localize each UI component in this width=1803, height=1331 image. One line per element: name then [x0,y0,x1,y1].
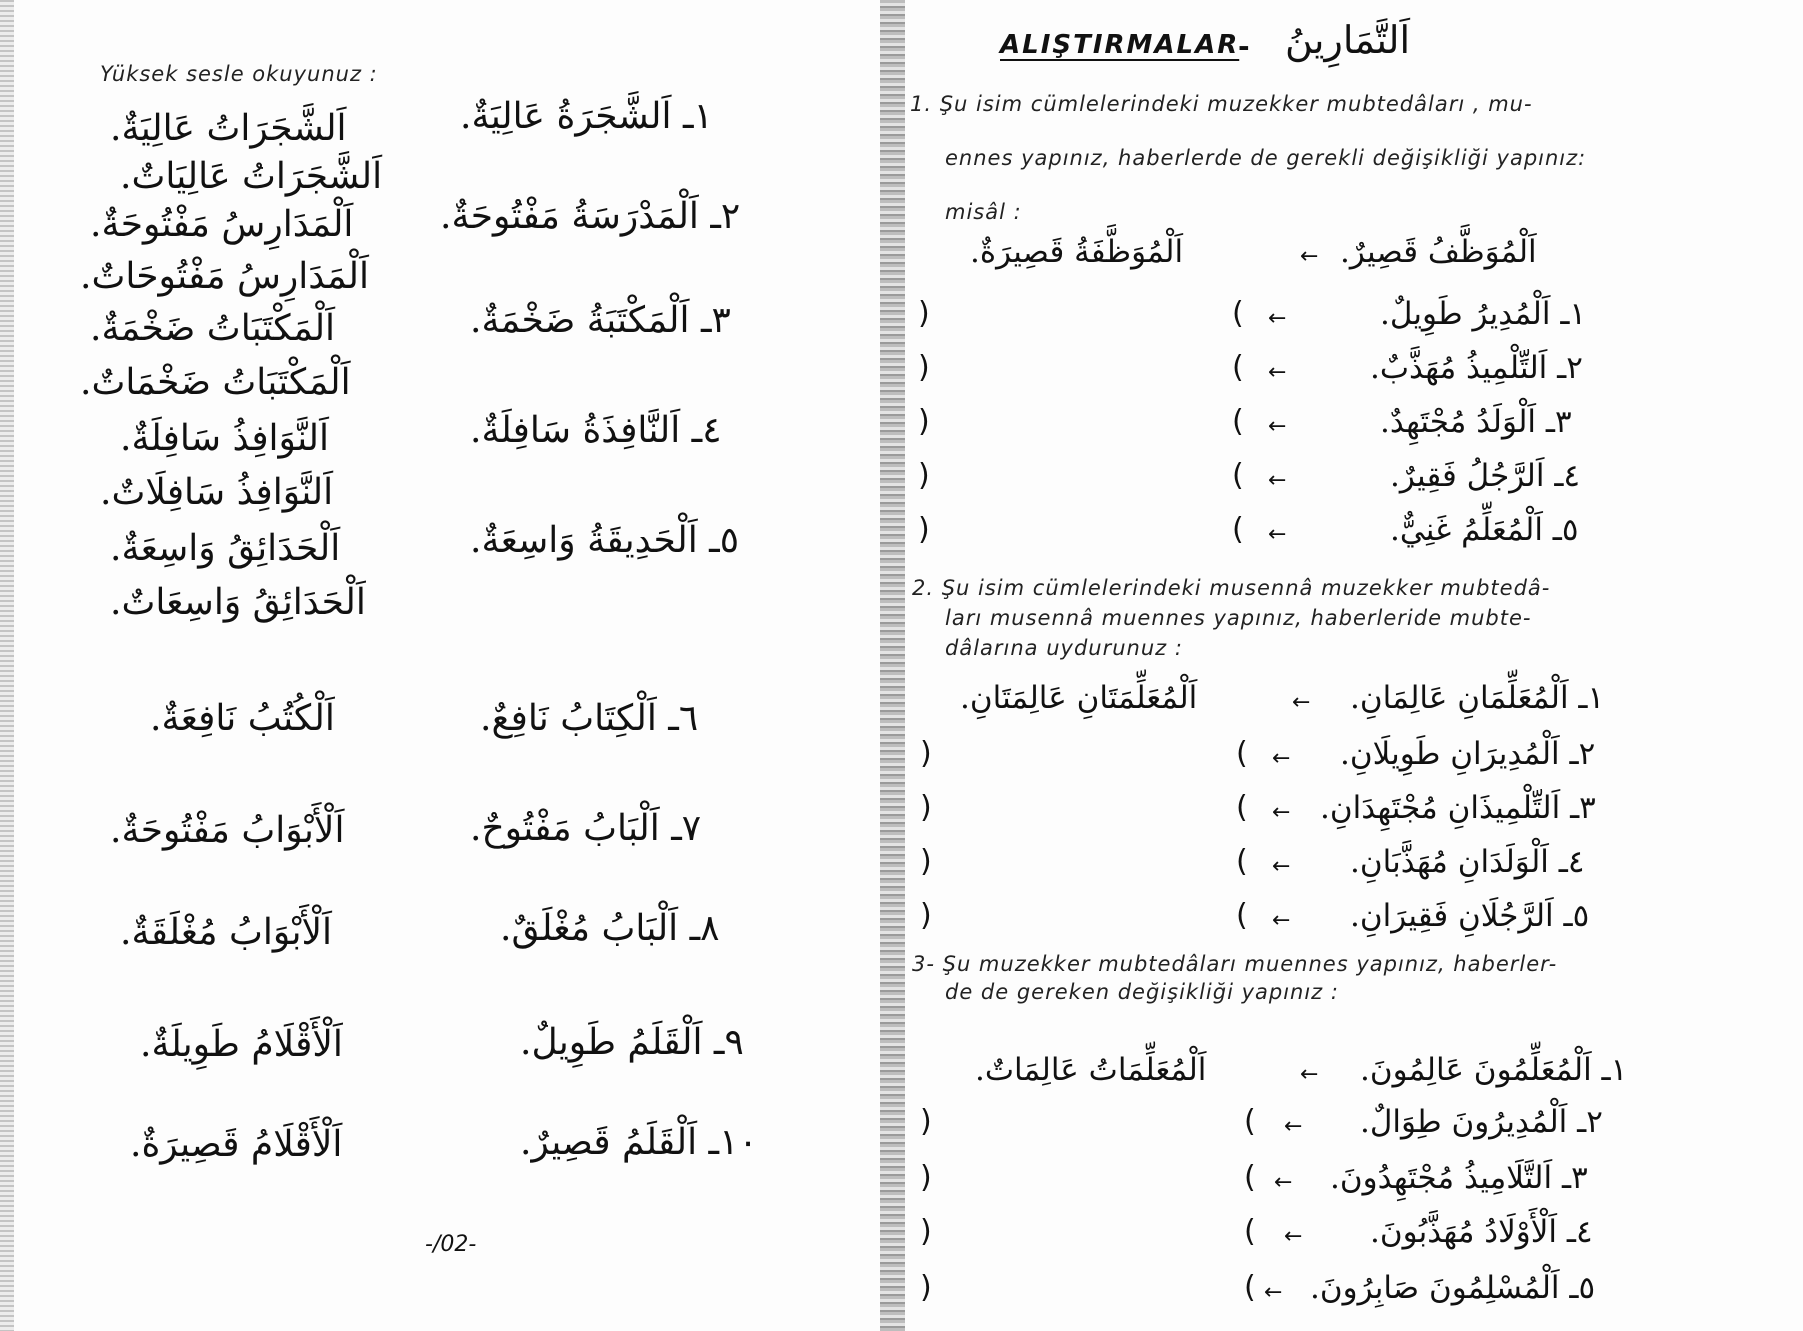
exercise3-example-left: ١ـ اَلْمُعَلِّمُونَ عَالِمُونَ. [1360,1052,1628,1088]
right-page [905,0,1803,1331]
singular-sentence-9: ٩ـ اَلْقَلَمُ طَوِيلٌ. [520,1022,744,1063]
exercise3-item-4: ٤ـ اَلْأَوْلَادُ مُهَذَّبُونَ. [1370,1214,1593,1250]
answer-paren-close: ) [920,790,932,825]
arrow-icon: ← [1268,468,1287,493]
answer-paren-open: ( [1244,1104,1256,1139]
exercise2-instruction-line3: dâlarına uydurunuz : [945,636,1183,660]
misal-label: misâl : [945,200,1022,224]
exercise1-example-left: اَلْمُوَظَّفُ قَصِيرٌ. [1340,234,1537,270]
arrow-icon: ← [1268,414,1287,439]
plural-sentence-3a: اَلْمَكْتَبَاتُ ضَخْمَةٌ. [90,308,336,349]
singular-sentence-7: ٧ـ اَلْبَابُ مَفْتُوحٌ. [470,808,702,849]
exercise1-example-right: اَلْمُوَظَّفَةُ قَصِيرَةٌ. [970,234,1184,270]
plural-sentence-5a: اَلْحَدَائِقُ وَاسِعَةٌ. [110,528,341,569]
arrow-icon: ← [1272,800,1291,825]
singular-sentence-3: ٣ـ اَلْمَكْتَبَةُ ضَخْمَةٌ. [470,300,731,341]
plural-sentence-6: اَلْكُتُبُ نَافِعَةٌ. [150,698,335,739]
answer-paren-open: ( [1244,1214,1256,1249]
singular-sentence-10: ١٠ـ اَلْقَلَمُ قَصِيرٌ. [520,1122,758,1163]
arrow-icon: ← [1268,306,1287,331]
exercise2-example-left: ١ـ اَلْمُعَلِّمَانِ عَالِمَانِ. [1350,680,1605,716]
book-gutter [880,0,905,1331]
answer-paren-close: ) [918,404,930,439]
exercise2-item-5: ٥ـ اَلرَّجُلَانِ فَقِيرَانِ. [1350,898,1590,934]
exercise3-example-right: اَلْمُعَلِّمَاتُ عَالِمَاتٌ. [975,1052,1207,1088]
exercise3-item-2: ٢ـ اَلْمُدِيرُونَ طِوَالٌ. [1360,1104,1603,1140]
plural-sentence-3b: اَلْمَكْتَبَاتُ ضَخْمَاتٌ. [80,362,351,403]
arrow-icon: ← [1264,1280,1283,1305]
arrow-icon: ← [1272,908,1291,933]
plural-sentence-5b: اَلْحَدَائِقُ وَاسِعَاتٌ. [110,582,366,623]
exercise2-instruction-line2: ları musennâ muennes yapınız, haberleride mubte- [945,606,1532,630]
plural-sentence-7: اَلْأَبْوَابُ مَفْتُوحَةٌ. [110,810,345,851]
heading-dash: - [1238,30,1250,63]
answer-paren-open: ( [1244,1160,1256,1195]
exercise1-instruction-line1: 1. Şu isim cümlelerindeki muzekker mubtedâları , mu- [910,92,1533,116]
arrow-icon: ← [1292,690,1311,715]
answer-paren-open: ( [1236,898,1248,933]
answer-paren-close: ) [918,512,930,547]
plural-sentence-8: اَلْأَبْوَابُ مُغْلَقَةٌ. [120,912,333,953]
answer-paren-open: ( [1236,790,1248,825]
exercise2-item-4: ٤ـ اَلْوَلَدَانِ مُهَذَّبَانِ. [1350,844,1585,880]
singular-sentence-4: ٤ـ اَلنَّافِذَةُ سَافِلَةٌ. [470,410,722,451]
exercise2-example-right: اَلْمُعَلِّمَتَانِ عَالِمَتَانِ. [960,680,1198,716]
exercise1-item-2: ٢ـ اَلتِّلْمِيذُ مُهَذَّبٌ. [1370,350,1583,386]
singular-sentence-6: ٦ـ اَلْكِتَابُ نَافِعٌ. [480,698,699,739]
plural-sentence-10: اَلْأَقْلَامُ قَصِيرَةٌ. [130,1124,343,1165]
arrow-icon: ← [1300,244,1319,269]
arrow-icon: ← [1272,746,1291,771]
exercise1-item-5: ٥ـ اَلْمُعَلِّمُ غَنِيٌّ. [1390,512,1579,548]
answer-paren-open: ( [1232,296,1244,331]
exercise1-item-3: ٣ـ اَلْوَلَدُ مُجْتَهِدٌ. [1380,404,1572,440]
arrow-icon: ← [1274,1170,1293,1195]
answer-paren-open: ( [1232,458,1244,493]
answer-paren-close: ) [918,296,930,331]
exercise2-item-2: ٢ـ اَلْمُدِيرَانِ طَوِيلَانِ. [1340,736,1596,772]
exercise3-item-5: ٥ـ اَلْمُسْلِمُونَ صَابِرُونَ. [1310,1270,1596,1306]
arrow-icon: ← [1284,1114,1303,1139]
plural-sentence-2b: اَلْمَدَارِسُ مَفْتُوحَاتٌ. [80,256,369,297]
exercise2-item-3: ٣ـ اَلتِّلْمِيذَانِ مُجْتَهِدَانِ. [1320,790,1596,826]
answer-paren-open: ( [1236,844,1248,879]
answer-paren-open: ( [1232,350,1244,385]
answer-paren-open: ( [1236,736,1248,771]
plural-sentence-1b: اَلشَّجَرَاتُ عَالِيَاتٌ. [120,156,383,197]
plural-sentence-4b: اَلنَّوَافِذُ سَافِلَاتٌ. [100,472,334,513]
exercise1-instruction-line2: ennes yapınız, haberlerde de gerekli değişikliği yapınız: [945,146,1587,170]
singular-sentence-2: ٢ـ اَلْمَدْرَسَةُ مَفْتُوحَةٌ. [440,196,741,237]
singular-sentence-5: ٥ـ اَلْحَدِيقَةُ وَاسِعَةٌ. [470,520,740,561]
arrow-icon: ← [1272,854,1291,879]
answer-paren-close: ) [918,350,930,385]
plural-sentence-2a: اَلْمَدَارِسُ مَفْتُوحَةٌ. [90,204,354,245]
answer-paren-close: ) [920,1160,932,1195]
exercise3-instruction-line1: 3- Şu muzekker mubtedâları muennes yapınız, haberler- [912,952,1558,976]
exercise1-item-1: ١ـ اَلْمُدِيرُ طَوِيلٌ. [1380,296,1587,332]
answer-paren-open: ( [1244,1270,1256,1305]
plural-sentence-9: اَلْأَقْلَامُ طَوِيلَةٌ. [140,1024,343,1065]
exercise2-instruction-line1: 2. Şu isim cümlelerindeki musennâ muzekker mubtedâ- [912,576,1551,600]
page-number: -/02- [425,1232,477,1257]
plural-sentence-1a: اَلشَّجَرَاتُ عَالِيَةٌ. [110,108,347,149]
arrow-icon: ← [1284,1224,1303,1249]
plural-sentence-4a: اَلنَّوَافِذُ سَافِلَةٌ. [120,418,329,459]
singular-sentence-8: ٨ـ اَلْبَابُ مُغْلَقٌ. [500,908,720,949]
answer-paren-close: ) [920,1270,932,1305]
exercise3-item-3: ٣ـ اَلتَّلَامِيذُ مُجْتَهِدُونَ. [1330,1160,1588,1196]
exercise3-instruction-line2: de de gereken değişikliği yapınız : [945,980,1339,1004]
singular-sentence-1: ١ـ اَلشَّجَرَةُ عَالِيَةٌ. [460,96,713,137]
answer-paren-close: ) [918,458,930,493]
arrow-icon: ← [1268,360,1287,385]
page-edge-left [0,0,14,1331]
arrow-icon: ← [1300,1062,1319,1087]
exercises-heading-arabic: اَلتَّمَارِينُ [1285,18,1411,62]
exercise1-item-4: ٤ـ اَلرَّجُلُ فَقِيرٌ. [1390,458,1581,494]
arrow-icon: ← [1268,522,1287,547]
exercises-heading: ALIŞTIRMALAR [1000,30,1240,60]
read-aloud-instruction: Yüksek sesle okuyunuz : [100,62,378,86]
answer-paren-open: ( [1232,404,1244,439]
answer-paren-close: ) [920,1214,932,1249]
answer-paren-open: ( [1232,512,1244,547]
answer-paren-close: ) [920,1104,932,1139]
answer-paren-close: ) [920,844,932,879]
answer-paren-close: ) [920,898,932,933]
answer-paren-close: ) [920,736,932,771]
